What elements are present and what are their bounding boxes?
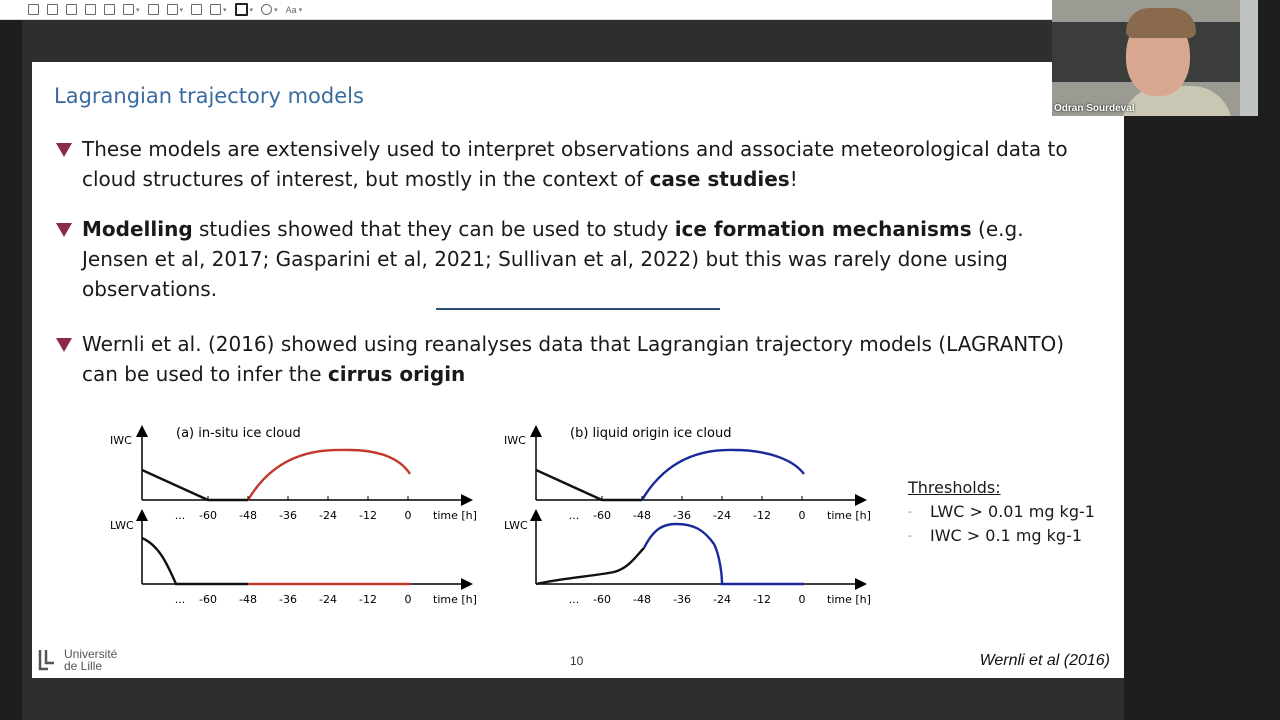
stamp-icon [66, 4, 77, 15]
university-logo [38, 648, 117, 672]
section-divider [436, 308, 720, 310]
threshold-text: LWC > 0.01 mg kg-1 [930, 502, 1095, 521]
bullet-text: (e.g. Jensen et al, 2017; Gasparini et al, 2021; Sullivan et al, 2022) but this was rarely done using observations. [82, 217, 1024, 301]
x-tick-label: -36 [279, 509, 297, 522]
iwc-blue-curve [642, 450, 804, 500]
lwc-blue-curve [644, 524, 804, 584]
x-tick-label: -60 [593, 593, 611, 606]
x-tick-label: ... [174, 593, 186, 606]
signature-icon [167, 4, 178, 15]
bullet-triangle-icon [56, 338, 72, 352]
x-axis-label: time [h] [433, 509, 477, 522]
thresholds-title: Thresholds: [908, 478, 1001, 497]
chevron-down-icon: ▾ [249, 6, 254, 14]
iwc-black-curve [536, 470, 642, 500]
x-tick-label: -60 [199, 509, 217, 522]
threshold-item [908, 500, 1095, 524]
lwc-black-curve [142, 538, 248, 584]
video-background-lamp [1240, 0, 1258, 116]
x-tick-label: -36 [279, 593, 297, 606]
pen-tool-button[interactable] [85, 3, 96, 17]
x-axis-label: time [h] [433, 593, 477, 606]
x-tick-label: -12 [753, 593, 771, 606]
slide-title: Lagrangian trajectory models [54, 84, 364, 108]
thresholds-box [908, 476, 1095, 548]
panel-b [504, 426, 871, 606]
x-tick-label: 0 [798, 593, 806, 606]
annotation-toolbar [0, 0, 1052, 20]
participant-video-tile[interactable] [1052, 0, 1258, 116]
x-tick-label: ... [568, 509, 580, 522]
dash-icon: - [908, 505, 912, 518]
window-icon [191, 4, 202, 15]
chevron-down-icon: ▾ [274, 6, 278, 14]
bullet-bold-text: ice formation mechanisms [674, 217, 972, 241]
square-icon [235, 3, 248, 16]
x-tick-label: 0 [404, 509, 412, 522]
no-fill-icon [261, 4, 272, 15]
x-tick-label: -24 [713, 509, 731, 522]
x-tick-label: -48 [633, 509, 651, 522]
x-tick-label: 0 [404, 593, 412, 606]
x-tick-label: -12 [753, 509, 771, 522]
x-tick-label: -48 [239, 593, 257, 606]
participant-name: Odran Sourdeval [1054, 103, 1135, 114]
chevron-down-icon: ▾ [136, 6, 140, 14]
bullet-1 [56, 134, 1096, 194]
iwc-axis-label: IWC [504, 434, 526, 447]
pen-icon [85, 4, 96, 15]
stamp-tool-button[interactable] [66, 3, 77, 17]
font-label: Aa [285, 4, 297, 15]
logo-text [64, 648, 117, 672]
x-tick-label: -24 [319, 593, 337, 606]
iwc-axis-label: IWC [110, 434, 132, 447]
textbox-tool-button[interactable] [148, 3, 159, 17]
x-tick-label: ... [568, 593, 580, 606]
highlighter-tool-button[interactable] [104, 3, 115, 17]
text-tool-icon [28, 4, 39, 15]
textbox-icon [148, 4, 159, 15]
x-axis-label: time [h] [827, 593, 871, 606]
participant-shirt [1122, 86, 1232, 116]
x-tick-label: 0 [798, 509, 806, 522]
lwc-axis-label: LWC [110, 519, 134, 532]
bullet-text: These models are extensively used to interpret observations and associate meteorological data to cloud structures of interest, but mostly in the context of [82, 137, 1068, 191]
border-color-button[interactable] [235, 3, 254, 17]
threshold-text: IWC > 0.1 mg kg-1 [930, 526, 1083, 545]
x-tick-label: -60 [593, 509, 611, 522]
panel-b-title: (b) liquid origin ice cloud [570, 426, 732, 441]
highlighter-icon [104, 4, 115, 15]
text-tool-button[interactable] [28, 3, 39, 17]
fill-color-button[interactable] [261, 3, 278, 17]
slide [32, 62, 1124, 678]
x-tick-label: -36 [673, 593, 691, 606]
x-tick-label: -12 [359, 509, 377, 522]
x-tick-label: -12 [359, 593, 377, 606]
lines-icon [210, 4, 221, 15]
x-tick-label: -24 [319, 509, 337, 522]
select-icon [47, 4, 58, 15]
dash-icon: - [908, 529, 912, 542]
select-tool-button[interactable] [47, 3, 58, 17]
logo-line-1: Université [64, 647, 118, 661]
x-tick-label: -48 [239, 509, 257, 522]
window-tool-button[interactable] [191, 3, 202, 17]
cirrus-origin-figure [110, 416, 900, 616]
threshold-item [908, 524, 1095, 548]
bullet-text: studies showed that they can be used to study [192, 217, 675, 241]
chevron-down-icon: ▾ [179, 6, 184, 14]
lille-logo-icon [38, 649, 60, 671]
bullet-3 [56, 329, 1096, 389]
x-tick-label: ... [174, 509, 186, 522]
signature-tool-button[interactable] [167, 3, 184, 17]
lwc-axis-label: LWC [504, 519, 528, 532]
bullet-bold-text: cirrus origin [327, 362, 466, 386]
x-tick-label: -24 [713, 593, 731, 606]
citation: Wernli et al (2016) [979, 652, 1110, 669]
bullet-2 [56, 214, 1096, 304]
chevron-down-icon: ▾ [298, 6, 303, 14]
x-tick-label: -60 [199, 593, 217, 606]
bullet-triangle-icon [56, 143, 72, 157]
participant-hair [1126, 8, 1196, 38]
bullet-bold-text: case studies [649, 167, 790, 191]
iwc-red-curve [248, 450, 410, 500]
page-number: 10 [570, 654, 584, 668]
bullet-text: ! [789, 167, 798, 191]
lwc-black-curve [536, 548, 644, 584]
panel-a-title: (a) in-situ ice cloud [176, 426, 301, 441]
logo-line-2: de Lille [64, 659, 103, 673]
line-style-button[interactable] [210, 3, 227, 17]
font-button[interactable] [286, 3, 303, 17]
panel-a [110, 426, 477, 606]
bullet-text: Wernli et al. (2016) showed using reanalyses data that Lagrangian trajectory models (LAGRANTO) can be used to infer the [82, 332, 1065, 386]
bullet-bold-text: Modelling [82, 217, 193, 241]
shapes-tool-button[interactable] [123, 3, 140, 17]
x-tick-label: -36 [673, 509, 691, 522]
x-axis-label: time [h] [827, 509, 871, 522]
chevron-down-icon: ▾ [223, 6, 227, 14]
iwc-black-curve [142, 470, 248, 500]
shapes-icon [123, 4, 134, 15]
bullet-triangle-icon [56, 223, 72, 237]
x-tick-label: -48 [633, 593, 651, 606]
